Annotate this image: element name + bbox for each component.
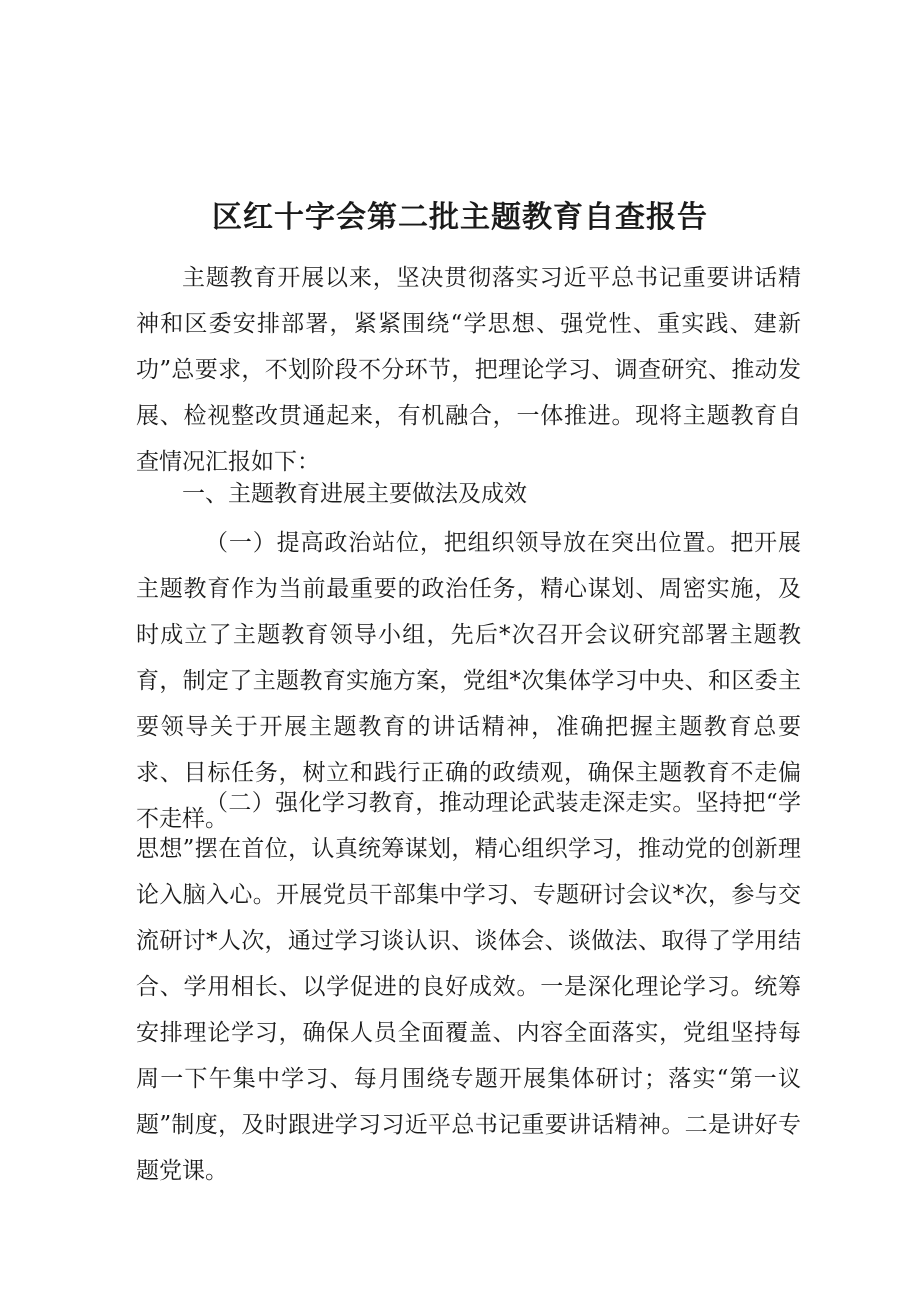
intro-paragraph: 主题教育开展以来，坚决贯彻落实习近平总书记重要讲话精神和区委安排部署，紧紧围绕“学思想、强党性、重实践、建新功”总要求，不划阶段不分环节，把理论学习、调查研究、推动发展、检视整改贯通起来，有机融合，一体推进。现将主题教育自查情况汇报如下： (136, 265, 801, 475)
subsection-paragraph-2: （二）强化学习教育，推动理论武装走深走实。坚持把“学思想”摆在首位，认真统筹谋划，精心组织学习，推动党的创新理论入脑入心。开展党员干部集中学习、专题研讨会议*次，参与交流研讨*人次，通过学习谈认识、谈体会、谈做法、取得了学用结合、学用相长、以学促进的良好成效。一是深化理论学习。统筹安排理论学习，确保人员全面覆盖、内容全面落实，党组坚持每周一下午集中学习、每月围绕专题开展集体研讨；落实“第一议题”制度，及时跟进学习习近平总书记重要讲话精神。二是讲好专题党课。 (136, 790, 801, 1184)
document-title: 区红十字会第二批主题教育自查报告 (212, 200, 708, 235)
section-heading: 一、主题教育进展主要做法及成效 (182, 481, 527, 507)
subsection-paragraph-1: （一）提高政治站位，把组织领导放在突出位置。把开展主题教育作为当前最重要的政治任务，精心谋划、周密实施，及时成立了主题教育领导小组，先后*次召开会议研究部署主题教育，制定了主题教育实施方案，党组*次集体学习中央、和区委主要领导关于开展主题教育的讲话精神，准确把握主题教育总要求、目标任务，树立和践行正确的政绩观，确保主题教育不走偏不走样。 (136, 530, 801, 832)
